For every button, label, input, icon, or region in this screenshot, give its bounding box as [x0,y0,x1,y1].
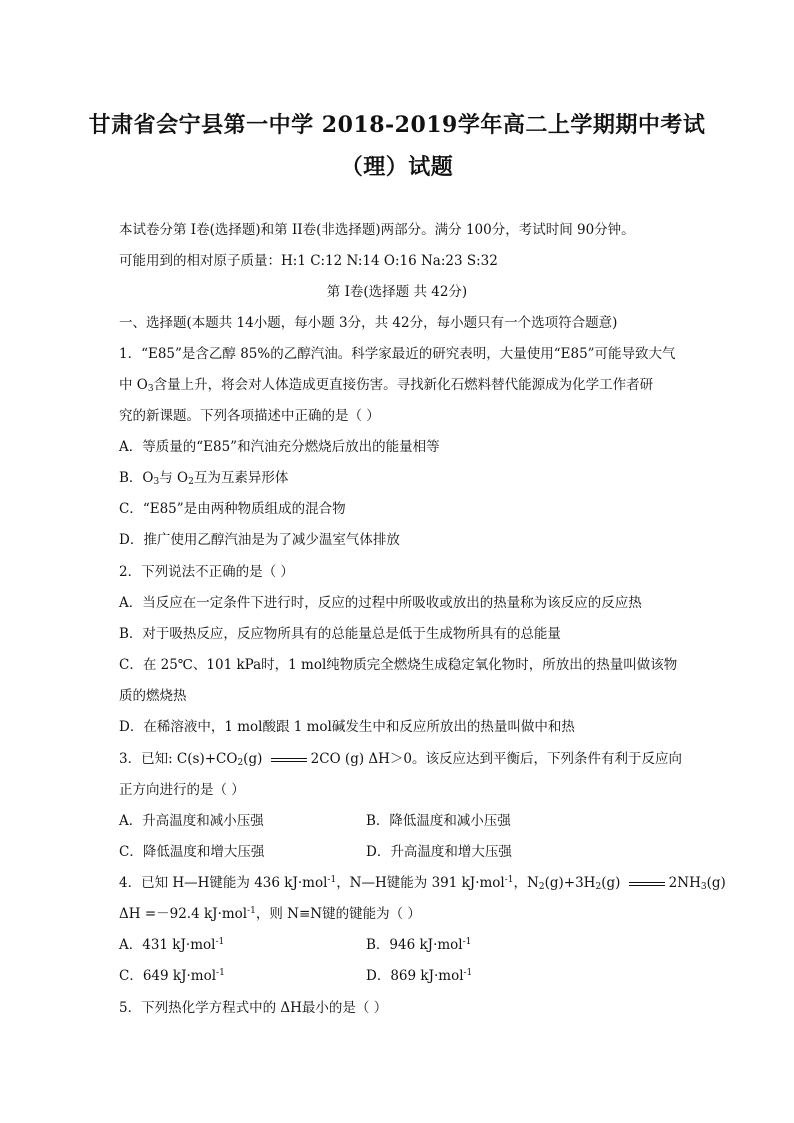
intro-line2: 可能用到的相对原子质量：H:1 C:12 N:14 O:16 Na:23 S:32 [119,253,498,269]
q2-option-d: D．在稀溶液中，1 mol酸跟 1 mol碱发生中和反应所放出的热量叫做中和热 [119,719,575,735]
q5-stem: 5．下列热化学方程式中的 ΔH最小的是（ ） [119,1000,388,1016]
q2-option-b: B．对于吸热反应，反应物所具有的总能量总是低于生成物所具有的总能量 [119,626,561,642]
q2-option-a: A．当反应在一定条件下进行时，反应的过程中所吸收或放出的热量称为该反应的反应热 [119,595,642,611]
q4-option-c: C．649 kJ·mol$^{-1}$ [119,968,225,984]
q1-stem-line2: 中 $O_3$含量上升，将会对人体造成更直接伤害。寻找新化石燃料替代能源成为化学工作者研 [119,377,654,394]
q3-option-b: B．降低温度和减小压强 [366,813,511,829]
reversible-arrow-icon [270,756,308,764]
section-instruction: 一、选择题(本题共 14小题，每小题 3分，共 42分，每小题只有一个选项符合题意) [119,315,618,331]
reversible-arrow-icon [628,880,666,888]
q1-option-d: D．推广使用乙醇汽油是为了减少温室气体排放 [119,532,400,548]
q4-option-b: B．946 kJ·mol$^{-1}$ [366,937,472,953]
page-title-line2: （理）试题 [340,154,454,180]
q1-option-b: B．$O_3$与 $O_2$互为互素异形体 [119,470,289,487]
q2-stem: 2．下列说法不正确的是（ ） [119,564,294,580]
q4-option-a: A．431 kJ·mol$^{-1}$ [119,937,225,953]
intro-line1: 本试卷分第 I卷(选择题)和第 II卷(非选择题)两部分。满分 100分，考试时间 90分钟。 [119,222,635,238]
q1-stem-line3: 究的新课题。下列各项描述中正确的是（ ） [119,408,380,424]
section-heading: 第 I卷(选择题 共 42分) [326,284,468,300]
q2-option-c-line1: C．在 25℃、101 kPa时，1 mol纯物质完全燃烧生成稳定氧化物时，所放出的热量叫做该物 [119,657,678,673]
q3-option-d: D．升高温度和增大压强 [366,844,512,860]
q2-option-c-line2: 质的燃烧热 [119,688,187,704]
q3-option-c: C．降低温度和增大压强 [119,844,265,860]
q1-option-c: C．“E85”是由两种物质组成的混合物 [119,501,346,517]
q4-option-d: D．869 kJ·mol$^{-1}$ [366,968,473,984]
page-title-line1: 甘肃省会宁县第一中学 2018-2019学年高二上学期期中考试 [88,112,706,138]
q3-option-a: A．升高温度和减小压强 [119,813,264,829]
q3-stem-line2: 正方向进行的是（ ） [119,782,245,798]
q3-stem-line1: 3．已知: $C(s)+CO_2(g)$ 2CO (g) ΔH＞0。该反应达到平衡后，下列条件有利于反应向 [119,751,683,768]
q1-option-a: A．等质量的“E85”和汽油充分燃烧后放出的能量相等 [119,439,440,455]
q4-stem-line1: 4．已知 H—H键能为 436 kJ·mol$^{-1}$，N—H键能为 391 kJ·mol$^{-1}$，$N_2(g)+3H_2(g)$ $2NH_3(g)$ [119,875,726,892]
q4-stem-line2: ΔH =－92.4 kJ·mol$^{-1}$，则 N≡N键的键能为（ ） [119,906,421,922]
q1-stem-line1: 1．“E85”是含乙醇 85%的乙醇汽油。科学家最近的研究表明，大量使用“E85”可能导致大气 [119,346,676,362]
